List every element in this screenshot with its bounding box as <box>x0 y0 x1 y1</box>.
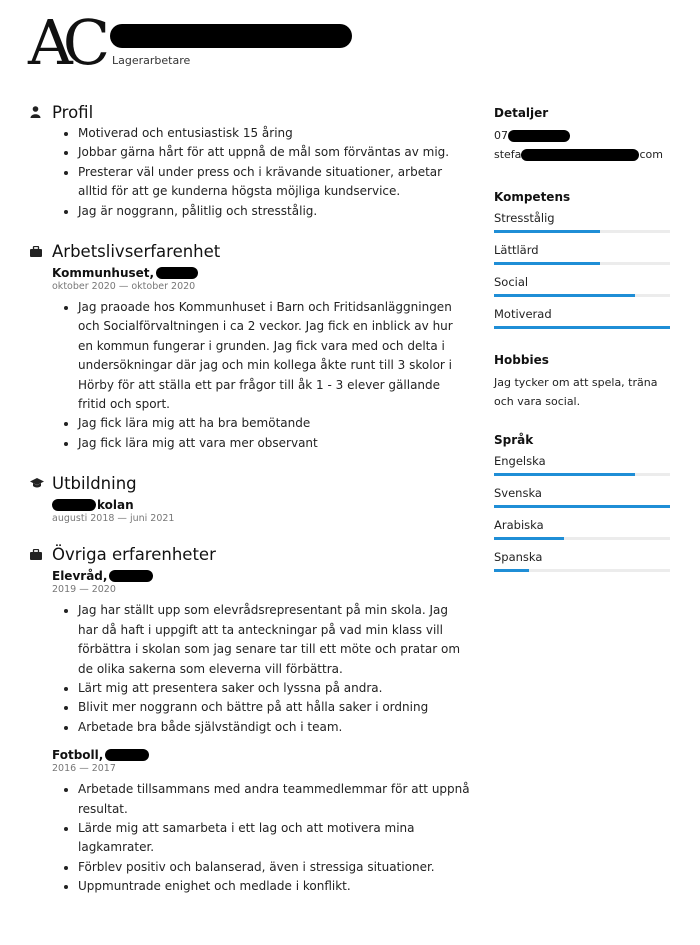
skill-level-fill <box>494 326 670 329</box>
redacted-email <box>521 149 639 161</box>
other-entry-dates: 2016 — 2017 <box>52 763 116 775</box>
other-entry-list <box>30 780 470 896</box>
list-item: • Jag har ställt upp som elevrådsrepresentant på min skola. Jag har då haft i uppgift att ta anteckningar på vad min klass vill förbättra i skolan som jag senare tar till ett möte och pratar om de olika sakerna som eleverna vill förbättra. <box>78 601 470 679</box>
languages-list <box>494 453 670 572</box>
other-entry-title <box>52 569 470 583</box>
details-block <box>494 106 670 164</box>
work-employer-text: Kommunhuset, <box>52 266 155 281</box>
skill-level-bar <box>494 230 670 233</box>
details-title: Detaljer <box>494 106 549 120</box>
email-prefix: stefa <box>494 148 522 161</box>
skill-item <box>494 274 670 297</box>
briefcase-icon <box>30 243 50 259</box>
language-item <box>494 453 670 476</box>
skills-block <box>494 190 670 329</box>
sidebar <box>494 106 670 596</box>
language-label: Arabiska <box>494 518 544 532</box>
hobbies-title: Hobbies <box>494 353 549 367</box>
skill-label: Lättlärd <box>494 243 539 257</box>
monogram-logo: AC <box>28 6 101 79</box>
education-section <box>30 471 470 524</box>
phone-prefix: 07 <box>494 129 508 142</box>
skills-list <box>494 210 670 329</box>
languages-block <box>494 433 670 572</box>
skills-title: Kompetens <box>494 190 571 204</box>
list-item: • Jag praoade hos Kommunhuset i Barn och Fritidsanläggningen och Socialförvaltningen i ca 2 veckor. Jag fick en inblick av hur en kommun fungerar i grunden. Jag fick vara med och delta i undersökningar där jag och min kollega åkte runt till 3 skolor i Hörby för att ställa ett par frågor till åk 1 - 3 elever gällande fritid och sport. <box>78 298 470 414</box>
email-suffix: com <box>639 148 663 161</box>
education-school-text: kolan <box>97 498 134 513</box>
language-level-fill <box>494 537 564 540</box>
language-level-bar <box>494 537 670 540</box>
redacted-phone <box>508 130 570 142</box>
language-label: Svenska <box>494 486 542 500</box>
redacted-location <box>156 267 198 279</box>
language-level-bar <box>494 505 670 508</box>
list-item: • Motiverad och entusiastisk 15 åring <box>78 124 470 143</box>
profile-list <box>30 124 470 221</box>
language-level-bar <box>494 569 670 572</box>
skill-label: Stresstålig <box>494 211 555 225</box>
redacted-location <box>105 749 149 761</box>
list-item: • Jag fick lära mig att vara mer observant <box>78 434 470 453</box>
list-item: • Uppmuntrade enighet och medlade i konflikt. <box>78 877 470 896</box>
skill-level-fill <box>494 294 635 297</box>
skill-label: Social <box>494 275 529 289</box>
language-label: Engelska <box>494 454 546 468</box>
languages-title: Språk <box>494 433 534 447</box>
list-item: • Blivit mer noggrann och bättre på att hålla saker i ordning <box>78 698 470 717</box>
profile-section <box>30 100 470 221</box>
skill-level-bar <box>494 294 670 297</box>
education-title: Utbildning <box>52 473 137 493</box>
language-item <box>494 485 670 508</box>
language-level-bar <box>494 473 670 476</box>
redacted-location <box>109 570 153 582</box>
other-entry-title-text: Elevråd, <box>52 569 108 584</box>
work-list <box>30 298 470 453</box>
list-item: • Lärt mig att presentera saker och lyssna på andra. <box>78 679 470 698</box>
main-column <box>30 100 470 915</box>
other-entry-dates: 2019 — 2020 <box>52 584 116 596</box>
work-title: Arbetslivserfarenhet <box>52 241 221 261</box>
language-level-fill <box>494 569 529 572</box>
skill-level-fill <box>494 230 600 233</box>
language-label: Spanska <box>494 550 543 564</box>
work-employer <box>52 266 470 280</box>
skill-item <box>494 306 670 329</box>
hobbies-block <box>494 353 670 411</box>
job-title: Lagerarbetare <box>112 54 191 67</box>
skill-level-bar <box>494 326 670 329</box>
hobbies-text: Jag tycker om att spela, träna och vara social. <box>494 376 658 408</box>
education-dates: augusti 2018 — juni 2021 <box>52 513 175 525</box>
other-title: Övriga erfarenheter <box>52 544 216 564</box>
skill-level-fill <box>494 262 600 265</box>
list-item: • Lärde mig att samarbeta i ett lag och att motivera mina lagkamrater. <box>78 819 470 858</box>
education-school <box>52 498 470 512</box>
skill-label: Motiverad <box>494 307 552 321</box>
other-section <box>30 542 470 896</box>
other-entry-list <box>30 601 470 737</box>
other-entry-title-text: Fotboll, <box>52 748 104 763</box>
person-icon <box>30 104 50 120</box>
briefcase-icon <box>30 546 50 562</box>
email-row[interactable] <box>494 145 670 164</box>
list-item: • Förblev positiv och balanserad, även i stressiga situationer. <box>78 858 470 877</box>
work-dates: oktober 2020 — oktober 2020 <box>52 281 196 293</box>
list-item: • Jag fick lära mig att ha bra bemötande <box>78 414 470 433</box>
language-item <box>494 517 670 540</box>
skill-item <box>494 210 670 233</box>
skill-level-bar <box>494 262 670 265</box>
list-item: • Jobbar gärna hårt för att uppnå de mål som förväntas av mig. <box>78 143 470 162</box>
redacted-school <box>52 499 96 511</box>
list-item: • Jag är noggrann, pålitlig och stresstålig. <box>78 202 470 221</box>
profile-title: Profil <box>52 102 94 122</box>
list-item: • Presterar väl under press och i krävande situationer, arbetar alltid för att ge kunderna högsta möjliga kundservice. <box>78 163 470 202</box>
phone-row <box>494 126 670 145</box>
language-level-fill <box>494 505 670 508</box>
graduation-cap-icon <box>30 475 50 491</box>
redacted-name <box>110 24 352 48</box>
language-item <box>494 549 670 572</box>
list-item: • Arbetade tillsammans med andra teammedlemmar för att uppnå resultat. <box>78 780 470 819</box>
list-item: • Arbetade bra både självständigt och i team. <box>78 718 470 737</box>
skill-item <box>494 242 670 265</box>
work-section <box>30 239 470 453</box>
other-entry-title <box>52 748 470 762</box>
language-level-fill <box>494 473 635 476</box>
